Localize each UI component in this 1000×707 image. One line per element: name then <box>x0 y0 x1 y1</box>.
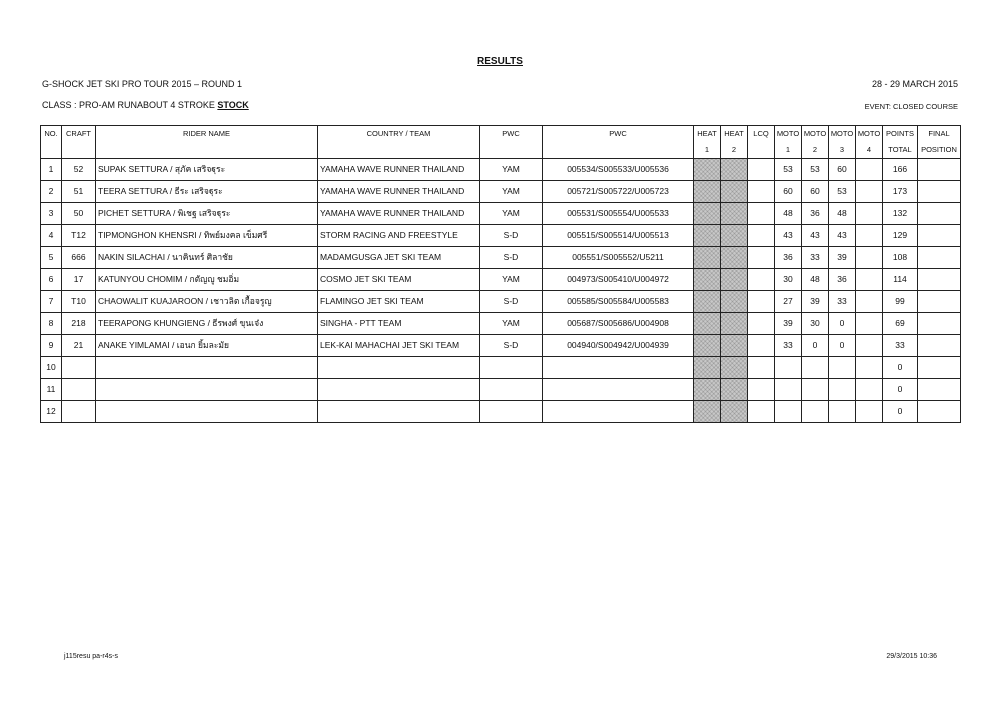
cell-no: 1 <box>41 159 62 181</box>
cell-pwc-number: 004973/S005410/U004972 <box>543 269 694 291</box>
cell-moto3: 60 <box>829 159 856 181</box>
cell-heat1 <box>694 159 721 181</box>
cell-moto3 <box>829 401 856 423</box>
cell-craft <box>62 401 96 423</box>
cell-lcq <box>748 335 775 357</box>
header-points-sub: TOTAL <box>883 142 918 159</box>
cell-heat1 <box>694 269 721 291</box>
cell-craft: 50 <box>62 203 96 225</box>
cell-rider: TEERAPONG KHUNGIENG / ธีรพงศ์ ขุนเจ๋ง <box>96 313 318 335</box>
cell-final-position <box>918 401 961 423</box>
cell-rider: TIPMONGHON KHENSRI / ทิพย์มงคล เข็มศรี <box>96 225 318 247</box>
cell-no: 5 <box>41 247 62 269</box>
cell-pwc-number: 005534/S005533/U005536 <box>543 159 694 181</box>
table-row <box>41 225 961 247</box>
header-moto3: MOTO <box>829 126 856 143</box>
cell-pwc-number: 004940/S004942/U004939 <box>543 335 694 357</box>
cell-pwc: S-D <box>480 335 543 357</box>
cell-moto4 <box>856 291 883 313</box>
cell-moto4 <box>856 335 883 357</box>
cell-pwc-number: 005687/S005686/U004908 <box>543 313 694 335</box>
cell-craft: T12 <box>62 225 96 247</box>
event-type: EVENT: CLOSED COURSE <box>864 102 958 111</box>
cell-rider <box>96 357 318 379</box>
cell-team: STORM RACING AND FREESTYLE <box>318 225 480 247</box>
cell-pwc-number: 005515/S005514/U005513 <box>543 225 694 247</box>
cell-craft: 218 <box>62 313 96 335</box>
cell-final-position <box>918 247 961 269</box>
cell-final-position <box>918 269 961 291</box>
header-moto1-sub: 1 <box>775 142 802 159</box>
cell-lcq <box>748 291 775 313</box>
cell-final-position <box>918 313 961 335</box>
cell-heat2 <box>721 247 748 269</box>
header-moto1: MOTO <box>775 126 802 143</box>
cell-rider: PICHET SETTURA / พิเชฐ เสริจฐุระ <box>96 203 318 225</box>
cell-moto1: 30 <box>775 269 802 291</box>
cell-moto4 <box>856 269 883 291</box>
cell-moto2 <box>802 357 829 379</box>
header-craft: CRAFT <box>62 126 96 143</box>
cell-pwc <box>480 401 543 423</box>
cell-lcq <box>748 269 775 291</box>
cell-craft: 666 <box>62 247 96 269</box>
cell-moto2: 30 <box>802 313 829 335</box>
table-row <box>41 313 961 335</box>
cell-craft <box>62 379 96 401</box>
cell-heat1 <box>694 247 721 269</box>
header-pwc-number-sub <box>543 142 694 159</box>
header-craft-sub <box>62 142 96 159</box>
cell-moto4 <box>856 379 883 401</box>
cell-heat1 <box>694 181 721 203</box>
cell-pwc-number <box>543 379 694 401</box>
cell-pwc: S-D <box>480 291 543 313</box>
cell-final-position <box>918 159 961 181</box>
cell-lcq <box>748 313 775 335</box>
cell-team: YAMAHA WAVE RUNNER THAILAND <box>318 203 480 225</box>
cell-moto2: 48 <box>802 269 829 291</box>
table-row <box>41 335 961 357</box>
cell-craft: T10 <box>62 291 96 313</box>
cell-points-total: 0 <box>883 401 918 423</box>
cell-moto2: 39 <box>802 291 829 313</box>
table-row <box>41 181 961 203</box>
cell-no: 3 <box>41 203 62 225</box>
cell-moto3: 48 <box>829 203 856 225</box>
cell-lcq <box>748 181 775 203</box>
cell-heat2 <box>721 291 748 313</box>
cell-moto3: 0 <box>829 335 856 357</box>
cell-moto2 <box>802 401 829 423</box>
cell-pwc: YAM <box>480 203 543 225</box>
header-final-sub: POSITION <box>918 142 961 159</box>
cell-team: LEK-KAI MAHACHAI JET SKI TEAM <box>318 335 480 357</box>
cell-moto3: 53 <box>829 181 856 203</box>
cell-craft: 21 <box>62 335 96 357</box>
cell-heat1 <box>694 313 721 335</box>
cell-moto4 <box>856 181 883 203</box>
cell-team: FLAMINGO JET SKI TEAM <box>318 291 480 313</box>
footer-timestamp: 29/3/2015 10:36 <box>886 653 937 660</box>
cell-moto2: 60 <box>802 181 829 203</box>
cell-moto3: 39 <box>829 247 856 269</box>
cell-pwc: S-D <box>480 247 543 269</box>
cell-moto3: 0 <box>829 313 856 335</box>
cell-team: COSMO JET SKI TEAM <box>318 269 480 291</box>
cell-points-total: 99 <box>883 291 918 313</box>
cell-team: MADAMGUSGA JET SKI TEAM <box>318 247 480 269</box>
cell-final-position <box>918 291 961 313</box>
table-row <box>41 159 961 181</box>
results-table <box>40 125 961 423</box>
header-moto4-sub: 4 <box>856 142 883 159</box>
cell-no: 9 <box>41 335 62 357</box>
cell-moto4 <box>856 401 883 423</box>
header-country: COUNTRY / TEAM <box>318 126 480 143</box>
cell-pwc-number: 005721/S005722/U005723 <box>543 181 694 203</box>
cell-no: 11 <box>41 379 62 401</box>
cell-final-position <box>918 181 961 203</box>
cell-no: 6 <box>41 269 62 291</box>
cell-points-total: 132 <box>883 203 918 225</box>
cell-heat2 <box>721 225 748 247</box>
cell-points-total: 33 <box>883 335 918 357</box>
header-pwc-brand: PWC <box>480 126 543 143</box>
page-title: RESULTS <box>477 56 523 67</box>
cell-final-position <box>918 357 961 379</box>
cell-no: 10 <box>41 357 62 379</box>
cell-team: YAMAHA WAVE RUNNER THAILAND <box>318 159 480 181</box>
cell-rider: TEERA SETTURA / ธีระ เสริจฐุระ <box>96 181 318 203</box>
cell-lcq <box>748 225 775 247</box>
header-heat1-sub: 1 <box>694 142 721 159</box>
cell-heat2 <box>721 203 748 225</box>
class-highlight: STOCK <box>217 100 249 110</box>
cell-moto2: 43 <box>802 225 829 247</box>
cell-moto1 <box>775 357 802 379</box>
cell-no: 2 <box>41 181 62 203</box>
cell-points-total: 114 <box>883 269 918 291</box>
cell-final-position <box>918 203 961 225</box>
cell-pwc-number <box>543 401 694 423</box>
header-heat1: HEAT <box>694 126 721 143</box>
cell-heat2 <box>721 335 748 357</box>
cell-heat1 <box>694 401 721 423</box>
table-row <box>41 269 961 291</box>
table-row <box>41 357 961 379</box>
cell-moto1 <box>775 401 802 423</box>
cell-heat2 <box>721 313 748 335</box>
cell-heat2 <box>721 181 748 203</box>
cell-heat2 <box>721 401 748 423</box>
cell-pwc: YAM <box>480 159 543 181</box>
header-pwc-number: PWC <box>543 126 694 143</box>
cell-heat2 <box>721 269 748 291</box>
header-lcq: LCQ <box>748 126 775 143</box>
cell-lcq <box>748 379 775 401</box>
cell-team <box>318 401 480 423</box>
cell-pwc: YAM <box>480 181 543 203</box>
cell-points-total: 129 <box>883 225 918 247</box>
header-country-sub <box>318 142 480 159</box>
cell-moto2: 0 <box>802 335 829 357</box>
cell-rider: CHAOWALIT KUAJAROON / เชาวลิต เกื้อจรูญ <box>96 291 318 313</box>
cell-team <box>318 379 480 401</box>
cell-heat1 <box>694 379 721 401</box>
table-row <box>41 203 961 225</box>
cell-rider: KATUNYOU CHOMIM / กตัญญู ชมอิ่ม <box>96 269 318 291</box>
table-row <box>41 291 961 313</box>
cell-heat2 <box>721 357 748 379</box>
cell-heat1 <box>694 291 721 313</box>
table-row <box>41 401 961 423</box>
cell-points-total: 0 <box>883 357 918 379</box>
class-line <box>42 100 249 110</box>
cell-rider: NAKIN SILACHAI / นาคินทร์ ศิลาชัย <box>96 247 318 269</box>
cell-rider <box>96 379 318 401</box>
cell-moto3: 33 <box>829 291 856 313</box>
cell-lcq <box>748 357 775 379</box>
table-row <box>41 379 961 401</box>
cell-moto4 <box>856 203 883 225</box>
header-moto2: MOTO <box>802 126 829 143</box>
cell-moto4 <box>856 159 883 181</box>
class-prefix: CLASS : PRO-AM RUNABOUT 4 STROKE <box>42 100 218 110</box>
cell-points-total: 0 <box>883 379 918 401</box>
cell-moto3 <box>829 379 856 401</box>
header-heat2: HEAT <box>721 126 748 143</box>
cell-moto1: 27 <box>775 291 802 313</box>
cell-pwc: S-D <box>480 225 543 247</box>
cell-rider <box>96 401 318 423</box>
cell-lcq <box>748 401 775 423</box>
cell-heat1 <box>694 225 721 247</box>
cell-points-total: 69 <box>883 313 918 335</box>
cell-moto3: 36 <box>829 269 856 291</box>
cell-moto2: 33 <box>802 247 829 269</box>
cell-pwc-number: 005551/S005552/U5211 <box>543 247 694 269</box>
cell-moto4 <box>856 313 883 335</box>
header-points: POINTS <box>883 126 918 143</box>
header-pwc-brand-sub <box>480 142 543 159</box>
cell-heat1 <box>694 335 721 357</box>
cell-team: YAMAHA WAVE RUNNER THAILAND <box>318 181 480 203</box>
cell-pwc <box>480 379 543 401</box>
cell-craft: 52 <box>62 159 96 181</box>
cell-heat2 <box>721 159 748 181</box>
cell-craft <box>62 357 96 379</box>
header-no-sub <box>41 142 62 159</box>
cell-moto3 <box>829 357 856 379</box>
cell-moto1: 48 <box>775 203 802 225</box>
header-no: NO. <box>41 126 62 143</box>
cell-moto4 <box>856 225 883 247</box>
event-dates: 28 - 29 MARCH 2015 <box>871 79 958 89</box>
cell-moto1 <box>775 379 802 401</box>
cell-moto3: 43 <box>829 225 856 247</box>
cell-rider: ANAKE YIMLAMAI / เอนก ยิ้มละมัย <box>96 335 318 357</box>
cell-no: 8 <box>41 313 62 335</box>
cell-points-total: 166 <box>883 159 918 181</box>
cell-pwc-number: 005585/S005584/U005583 <box>543 291 694 313</box>
cell-craft: 17 <box>62 269 96 291</box>
table-row <box>41 247 961 269</box>
cell-pwc <box>480 357 543 379</box>
cell-heat1 <box>694 203 721 225</box>
cell-pwc-number: 005531/S005554/U005533 <box>543 203 694 225</box>
cell-pwc: YAM <box>480 313 543 335</box>
cell-pwc: YAM <box>480 269 543 291</box>
cell-moto2: 36 <box>802 203 829 225</box>
cell-moto2: 53 <box>802 159 829 181</box>
cell-moto1: 53 <box>775 159 802 181</box>
cell-moto1: 39 <box>775 313 802 335</box>
cell-lcq <box>748 203 775 225</box>
header-moto3-sub: 3 <box>829 142 856 159</box>
cell-moto4 <box>856 357 883 379</box>
cell-final-position <box>918 379 961 401</box>
cell-rider: SUPAK SETTURA / สุภัค เสริจฐุระ <box>96 159 318 181</box>
header-row-2 <box>41 142 961 159</box>
cell-lcq <box>748 247 775 269</box>
cell-points-total: 173 <box>883 181 918 203</box>
header-rider-sub <box>96 142 318 159</box>
results-body <box>41 159 961 423</box>
header-moto4: MOTO <box>856 126 883 143</box>
cell-points-total: 108 <box>883 247 918 269</box>
header-lcq-sub <box>748 142 775 159</box>
header-moto2-sub: 2 <box>802 142 829 159</box>
header-rider: RIDER NAME <box>96 126 318 143</box>
cell-no: 4 <box>41 225 62 247</box>
cell-team: SINGHA - PTT TEAM <box>318 313 480 335</box>
cell-moto1: 43 <box>775 225 802 247</box>
cell-no: 12 <box>41 401 62 423</box>
cell-moto2 <box>802 379 829 401</box>
header-row-1 <box>41 126 961 143</box>
event-name: G-SHOCK JET SKI PRO TOUR 2015 – ROUND 1 <box>42 79 243 89</box>
cell-heat1 <box>694 357 721 379</box>
cell-no: 7 <box>41 291 62 313</box>
cell-pwc-number <box>543 357 694 379</box>
cell-final-position <box>918 335 961 357</box>
footer-file-code: j115resu pa-r4s-s <box>64 653 118 660</box>
cell-craft: 51 <box>62 181 96 203</box>
header-final: FINAL <box>918 126 961 143</box>
cell-moto1: 36 <box>775 247 802 269</box>
cell-moto1: 33 <box>775 335 802 357</box>
cell-lcq <box>748 159 775 181</box>
cell-moto1: 60 <box>775 181 802 203</box>
cell-final-position <box>918 225 961 247</box>
cell-team <box>318 357 480 379</box>
cell-heat2 <box>721 379 748 401</box>
header-heat2-sub: 2 <box>721 142 748 159</box>
cell-moto4 <box>856 247 883 269</box>
